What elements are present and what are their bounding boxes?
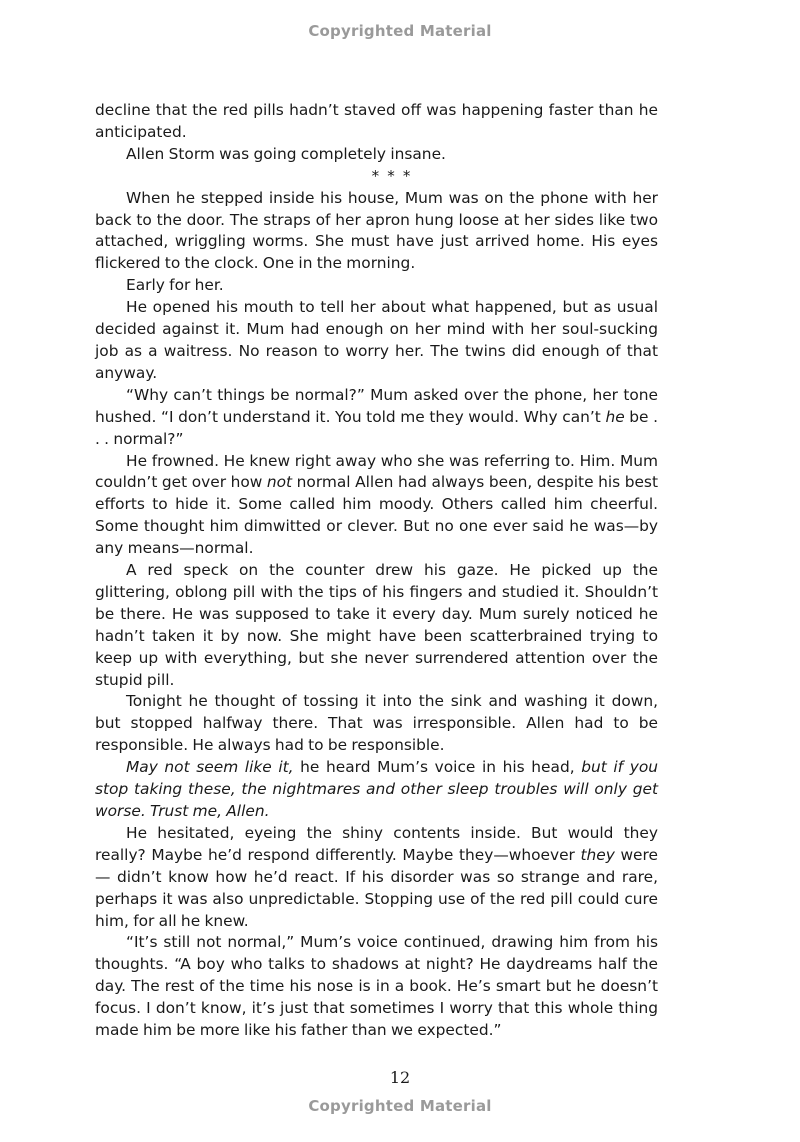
paragraph: When he stepped inside his house, Mum was on the phone with her back to the door. The straps of her apron hung loose at her sides like two attached, wriggling worms. She must have just arrived home. His eyes flickered to the clock. One in the morning. bbox=[95, 188, 658, 273]
text-run: be . . . normal?” bbox=[95, 407, 658, 448]
paragraph: Early for her. bbox=[126, 276, 224, 295]
italic-text: May not seem like it, bbox=[126, 758, 294, 777]
page-number: 12 bbox=[389, 1068, 411, 1087]
paragraph bbox=[95, 451, 658, 561]
text-run: “Why can’t things be normal?” Mum asked over the phone, her tone hushed. “I don’t understand it. You told me they would. Why can’t bbox=[95, 385, 658, 426]
paragraph: A red speck on the counter drew his gaze. He picked up the glittering, oblong pill with the tips of his fingers and studied it. Shouldn’t be there. He was supposed to take it every day. Mum surely noticed he hadn’t taken it by now. She might have been scatterbrained trying to keep up with everything, but she never surrendered attention over the stupid pill. bbox=[95, 561, 658, 689]
italic-text: but if you stop taking these, the nightmares and other sleep troubles will only get worse. Trust me, Allen. bbox=[95, 758, 658, 820]
italic-text: not bbox=[266, 473, 293, 492]
text-run: normal Allen had always been, despite his best efforts to hide it. Some called him moody. Others called him cheerful. Some thought him dimwitted or clever. But no one ever said he was—by any means—normal. bbox=[95, 473, 658, 558]
paragraph bbox=[95, 757, 658, 823]
text-run: were— didn’t know how he’d react. If his disorder was so strange and rare, perhaps it was also unpredictable. Stopping use of the red pill could cure him, for all he knew. bbox=[95, 845, 658, 930]
paragraph bbox=[95, 823, 658, 933]
text-run: He hesitated, eyeing the shiny contents inside. But would they really? Maybe he’d respond differently. Maybe they—whoever bbox=[95, 823, 658, 864]
copyright-watermark-bottom: Copyrighted Material bbox=[308, 1097, 492, 1115]
paragraph bbox=[95, 385, 658, 451]
paragraph: Tonight he thought of tossing it into the sink and washing it down, but stopped halfway there. That was irresponsible. Allen had to be responsible. He always had to be responsible. bbox=[95, 692, 658, 755]
paragraph: Allen Storm was going completely insane. bbox=[126, 144, 446, 163]
italic-text: they bbox=[580, 845, 615, 864]
text-run: He frowned. He knew right away who she was referring to. Him. Mum couldn’t get over how bbox=[95, 451, 658, 492]
scene-break: * * * bbox=[371, 166, 413, 185]
paragraph: decline that the red pills hadn’t staved off was happening faster than he anticipated. bbox=[95, 101, 658, 141]
italic-text: he bbox=[605, 407, 625, 426]
paragraph: “It’s still not normal,” Mum’s voice continued, drawing him from his thoughts. “A boy who talks to shadows at night? He daydreams half the day. The rest of the time his nose is in a book. He’s smart but he doesn’t focus. I don’t know, it’s just that sometimes I worry that this whole thing made him be more like his father than we expected.” bbox=[95, 933, 658, 1040]
text-run: he heard Mum’s voice in his head, bbox=[293, 758, 582, 777]
paragraph: He opened his mouth to tell her about what happened, but as usual decided against it. Mum had enough on her mind with her soul-sucking job as a waitress. No reason to worry her. The twins did enough of that anyway. bbox=[95, 298, 658, 382]
page-body bbox=[95, 100, 658, 1042]
copyright-watermark-top: Copyrighted Material bbox=[308, 22, 492, 40]
